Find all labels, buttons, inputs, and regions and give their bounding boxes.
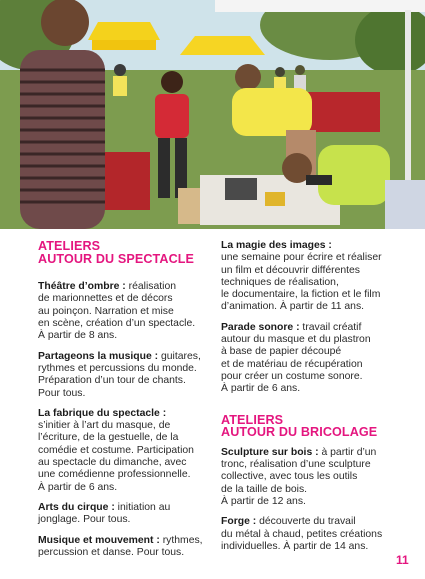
workshop-text: À partir de 6 ans. (221, 383, 301, 395)
workshop-text: tronc, réalisation d’une sculpture (221, 459, 371, 471)
workshop-entry-musique (38, 351, 216, 400)
workshop-text: autour du masque et du plastron (221, 334, 371, 346)
workshop-entry-sculpture (221, 447, 401, 508)
left-column (38, 240, 216, 567)
workshop-text: une semaine pour écrire et réaliser (221, 252, 382, 264)
workshop-text: À partir de 6 ans. (38, 481, 118, 493)
workshop-entry-theatre-ombre (38, 281, 216, 342)
workshop-text: réalisation (125, 281, 177, 293)
workshop-entry-fabrique (38, 408, 216, 494)
workshop-text: d’animation. À partir de 11 ans. (221, 301, 365, 313)
workshop-text: pour créer un costume sonore. (221, 370, 363, 382)
workshop-name: Arts du cirque : (38, 501, 115, 513)
heading-line: AUTOUR DU SPECTACLE (38, 251, 195, 266)
workshop-text: travail créatif (299, 321, 362, 333)
workshop-text: comédie et costume. Participation (38, 444, 194, 456)
workshop-text: du métal à chaud, petites créations (221, 528, 383, 540)
workshop-photo (0, 0, 425, 229)
workshop-text: rythmes et percussions du monde. (38, 362, 197, 374)
section-heading-bricolage (221, 414, 401, 439)
workshop-text: jonglage. Pour tous. (38, 514, 131, 526)
workshop-text: Préparation d’un tour de chants. (38, 375, 186, 387)
workshop-text: percussion et danse. Pour tous. (38, 546, 185, 558)
workshop-text: au poinçon. Narration et mise (38, 305, 174, 317)
page-number: 11 (396, 553, 409, 567)
workshop-text: collective, avec tous les outils (221, 471, 358, 483)
workshop-photo-illustration (0, 0, 425, 229)
workshop-text: techniques de réalisation, (221, 276, 339, 288)
workshop-text: individuelles. À partir de 14 ans. (221, 540, 369, 552)
workshop-entry-cirque (38, 502, 216, 527)
workshop-name: Musique et mouvement : (38, 534, 160, 546)
workshop-text: À partir de 8 ans. (38, 330, 118, 342)
workshop-entry-musique-mouvement (38, 535, 216, 560)
workshop-text: en scène, création d’un spectacle. (38, 318, 196, 330)
heading-line: AUTOUR DU BRICOLAGE (221, 425, 378, 440)
heading-line: ATELIERS (38, 239, 101, 253)
workshop-name: Parade sonore : (221, 321, 300, 333)
workshop-text: une comédienne professionnelle. (38, 469, 191, 481)
workshop-text: le documentaire, la fiction et le film (221, 289, 381, 301)
workshop-entry-forge (221, 516, 401, 553)
workshop-text: À partir de 12 ans. (221, 495, 306, 507)
workshop-entry-parade-sonore (221, 322, 401, 396)
workshop-name: La fabrique du spectacle : (38, 407, 167, 419)
workshop-text: Pour tous. (38, 387, 86, 399)
workshop-text: découverte du travail (256, 516, 356, 528)
workshop-text: guitares, (158, 350, 201, 362)
heading-line: ATELIERS (221, 412, 284, 427)
workshop-text: à partir d’un (318, 446, 377, 458)
workshop-text: un film et découvrir différentes (221, 264, 360, 276)
workshop-text: de marionnettes et de décors (38, 293, 173, 305)
right-column (221, 240, 401, 561)
section-heading-spectacle (38, 240, 216, 265)
workshop-text: initiation au (114, 501, 171, 513)
workshop-text: à base de papier découpé (221, 346, 342, 358)
workshop-name: Partageons la musique : (38, 350, 159, 362)
workshop-name: Sculpture sur bois : (221, 446, 319, 458)
workshop-text: au spectacle du dimanche, avec (38, 457, 187, 469)
workshop-text: de la taille de bois. (221, 483, 308, 495)
workshop-name: Théâtre d’ombre : (38, 281, 126, 293)
workshop-text: et de matériau de récupération (221, 358, 363, 370)
workshop-name: La magie des images : (221, 240, 332, 251)
workshop-text: rythmes, (159, 534, 203, 546)
workshop-name: Forge : (221, 516, 257, 528)
workshop-text: l’écriture, de la gestuelle, de la (38, 432, 179, 444)
workshop-entry-magie-images (221, 240, 401, 314)
workshop-text: s’initier à l’art du masque, de (38, 420, 171, 432)
